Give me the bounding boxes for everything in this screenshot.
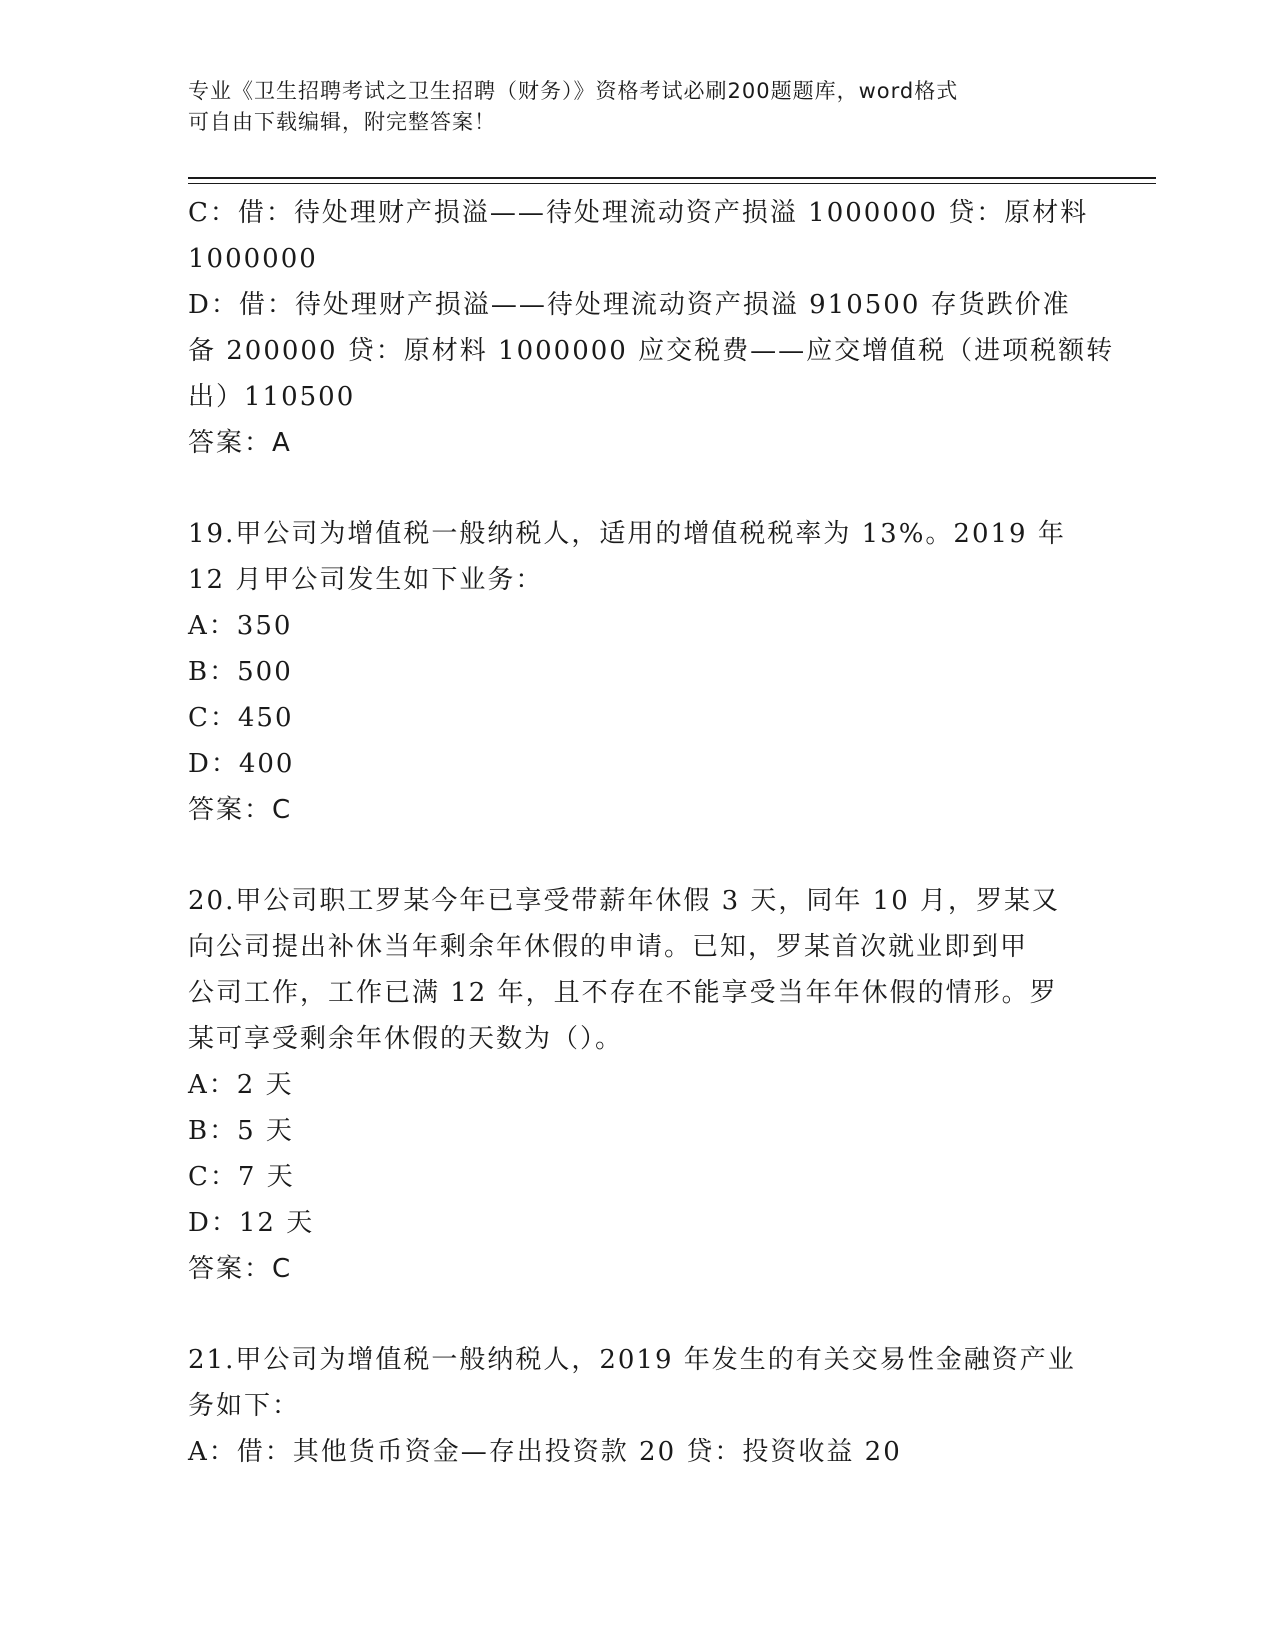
spacer: [188, 466, 1088, 511]
question-21: [188, 1337, 1088, 1475]
header-line-2: 可自由下载编辑，附完整答案！: [188, 110, 496, 134]
option-d-line-1: D：借：待处理财产损溢——待处理流动资产损溢 910500 存货跌价准: [188, 290, 1071, 320]
option-d-line-3: 出）110500: [188, 382, 356, 412]
question-19-option-a: A：350: [188, 611, 293, 641]
question-19-stem-1: 19.甲公司为增值税一般纳税人，适用的增值税税率为 13%。2019 年: [188, 519, 1066, 549]
option-d-line-2: 备 200000 贷：原材料 1000000 应交税费——应交增值税（进项税额转: [188, 336, 1115, 366]
question-21-stem-2: 务如下：: [188, 1391, 301, 1421]
header-line-1: 专业《卫生招聘考试之卫生招聘（财务）》资格考试必刷200题题库，word格式: [188, 79, 959, 103]
question-19-stem-2: 12 月甲公司发生如下业务：: [188, 565, 544, 595]
question-20-stem-4: 某可享受剩余年休假的天数为（）。: [188, 1024, 624, 1054]
option-c-line-2: 1000000: [188, 244, 318, 274]
question-19-option-d: D：400: [188, 749, 295, 779]
spacer: [188, 1292, 1088, 1337]
question-20-option-b: B：5 天: [188, 1116, 294, 1146]
question-19-option-c: C：450: [188, 703, 294, 733]
option-c-line-1: C：借：待处理财产损溢——待处理流动资产损溢 1000000 贷：原材料: [188, 198, 1089, 228]
answer-18: 答案：A: [188, 428, 292, 458]
question-20-option-d: D：12 天: [188, 1208, 315, 1238]
question-19: [188, 511, 1088, 833]
answer-19: 答案：C: [188, 795, 293, 825]
question-18-tail: [188, 190, 1115, 466]
question-21-option-a: A：借：其他货币资金—存出投资款 20 贷：投资收益 20: [188, 1437, 902, 1467]
page-header: [188, 76, 1088, 138]
question-20-stem-2: 向公司提出补休当年剩余年休假的申请。已知，罗某首次就业即到甲: [188, 932, 1029, 962]
question-20-option-a: A：2 天: [188, 1070, 294, 1100]
question-20: [188, 878, 1088, 1292]
question-20-stem-3: 公司工作，工作已满 12 年，且不存在不能享受当年年休假的情形。罗: [188, 978, 1058, 1008]
answer-20: 答案：C: [188, 1254, 293, 1284]
question-20-stem-1: 20.甲公司职工罗某今年已享受带薪年休假 3 天，同年 10 月，罗某又: [188, 886, 1061, 916]
question-20-option-c: C：7 天: [188, 1162, 295, 1192]
header-divider-thin: [188, 183, 1156, 184]
spacer: [188, 833, 1088, 878]
header-divider-thick: [188, 177, 1156, 179]
question-21-stem-1: 21.甲公司为增值税一般纳税人，2019 年发生的有关交易性金融资产业: [188, 1345, 1076, 1375]
question-19-option-b: B：500: [188, 657, 293, 687]
document-body: [188, 190, 1115, 1475]
